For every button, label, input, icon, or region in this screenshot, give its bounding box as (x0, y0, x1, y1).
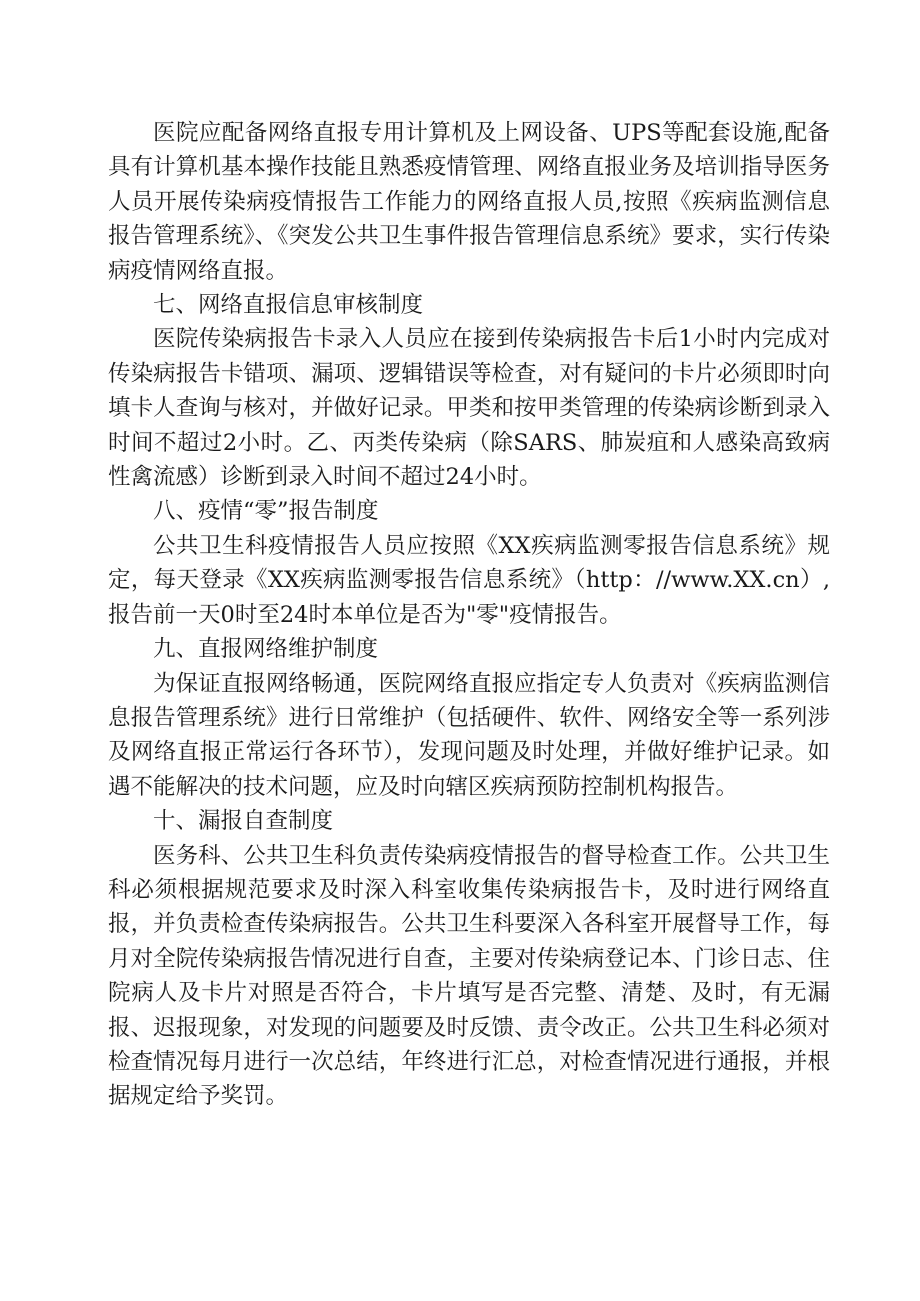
paragraph-section-8: 公共卫生科疫情报告人员应按照《XX疾病监测零报告信息系统》规定，每天登录《XX疾病监测零报告信息系统》（http：//www.XX.cn）,报告前一天0时至24时本单位是否为"零"疫情报告。 (108, 532, 830, 628)
heading-section-10: 十、漏报自查制度 (153, 808, 334, 835)
paragraph-section-7: 医院传染病报告卡录入人员应在接到传染病报告卡后1小时内完成对传染病报告卡错项、漏项、逻辑错误等检查，对有疑问的卡片必须即时向填卡人查询与核对，并做好记录。甲类和按甲类管理的传染病诊断到录入时间不超过2小时。乙、丙类传染病（除SARS、肺炭疽和人感染高致病性禽流感）诊断到录入时间不超过24小时。 (108, 326, 830, 491)
paragraph-section-9: 为保证直报网络畅通，医院网络直报应指定专人负责对《疾病监测信息报告管理系统》进行日常维护（包括硬件、软件、网络安全等一系列涉及网络直报正常运行各环节），发现问题及时处理，并做好维护记录。如遇不能解决的技术问题，应及时向辖区疾病预防控制机构报告。 (108, 670, 830, 800)
paragraph-equipment: 医院应配备网络直报专用计算机及上网设备、UPS等配套设施,配备具有计算机基本操作技能且熟悉疫情管理、网络直报业务及培训指导医务人员开展传染病疫情报告工作能力的网络直报人员,按照《疾病监测信息报告管理系统》、《突发公共卫生事件报告管理信息系统》要求，实行传染病疫情网络直报。 (108, 120, 830, 284)
heading-section-7: 七、网络直报信息审核制度 (153, 292, 424, 319)
paragraph-section-10: 医务科、公共卫生科负责传染病疫情报告的督导检查工作。公共卫生科必须根据规范要求及时深入科室收集传染病报告卡，及时进行网络直报，并负责检查传染病报告。公共卫生科要深入各科室开展督导工作，每月对全院传染病报告情况进行自查，主要对传染病登记本、门诊日志、住院病人及卡片对照是否符合，卡片填写是否完整、清楚、及时，有无漏报、迟报现象，对发现的问题要及时反馈、责令改正。公共卫生科必须对检查情况每月进行一次总结，年终进行汇总，对检查情况进行通报，并根据规定给予奖罚。 (108, 842, 830, 1110)
heading-section-8: 八、疫情“零”报告制度 (153, 498, 379, 525)
heading-section-9: 九、直报网络维护制度 (153, 636, 379, 663)
